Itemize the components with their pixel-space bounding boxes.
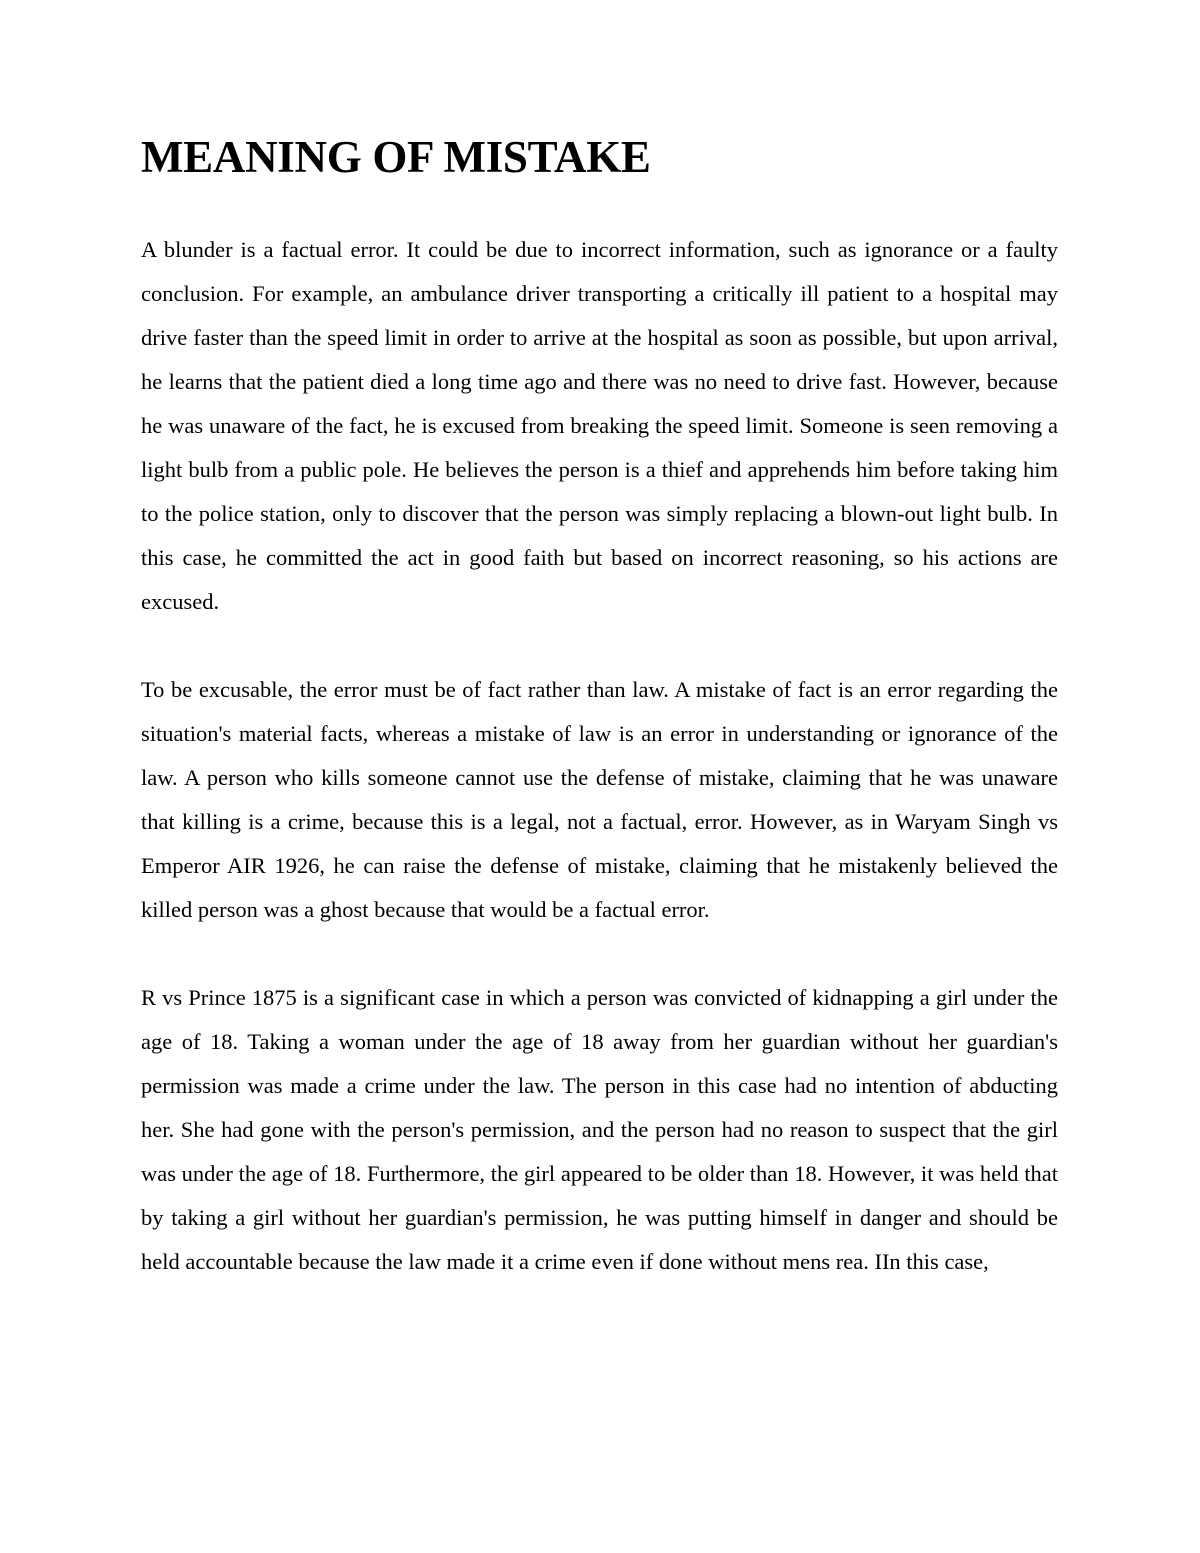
paragraph-fact-vs-law: To be excusable, the error must be of fact rather than law. A mistake of fact is an error regarding the situation's material facts, whereas a mistake of law is an error in understanding or ignorance of the law. A person who kills someone cannot use the defense of mistake, claiming that he was unaware that killing is a crime, because this is a legal, not a factual, error. However, as in Waryam Singh vs Emperor AIR 1926, he can raise the defense of mistake, claiming that he mistakenly believed the killed person was a ghost because that would be a factual error. (141, 677, 1058, 922)
paragraph-r-vs-prince: R vs Prince 1875 is a significant case in which a person was convicted of kidnapping a girl under the age of 18. Taking a woman under the age of 18 away from her guardian without her guardian's permission was made a crime under the law. The person in this case had no intention of abducting her. She had gone with the person's permission, and the person had no reason to suspect that the girl was under the age of 18. Furthermore, the girl appeared to be older than 18. However, it was held that by taking a girl without her guardian's permission, he was putting himself in danger and should be held accountable because the law made it a crime even if done without mens rea. IIn this case, (141, 985, 1058, 1274)
document-body (141, 132, 1058, 1284)
paragraph-meaning: A blunder is a factual error. It could be due to incorrect information, such as ignorance or a faulty conclusion. For example, an ambulance driver transporting a critically ill patient to a hospital may drive faster than the speed limit in order to arrive at the hospital as soon as possible, but upon arrival, he learns that the patient died a long time ago and there was no need to drive fast. However, because he was unaware of the fact, he is excused from breaking the speed limit. Someone is seen removing a light bulb from a public pole. He believes the person is a thief and apprehends him before taking him to the police station, only to discover that the person was simply replacing a blown-out light bulb. In this case, he committed the act in good faith but based on incorrect reasoning, so his actions are excused. (141, 237, 1058, 614)
document-title: MEANING OF MISTAKE (141, 132, 651, 182)
